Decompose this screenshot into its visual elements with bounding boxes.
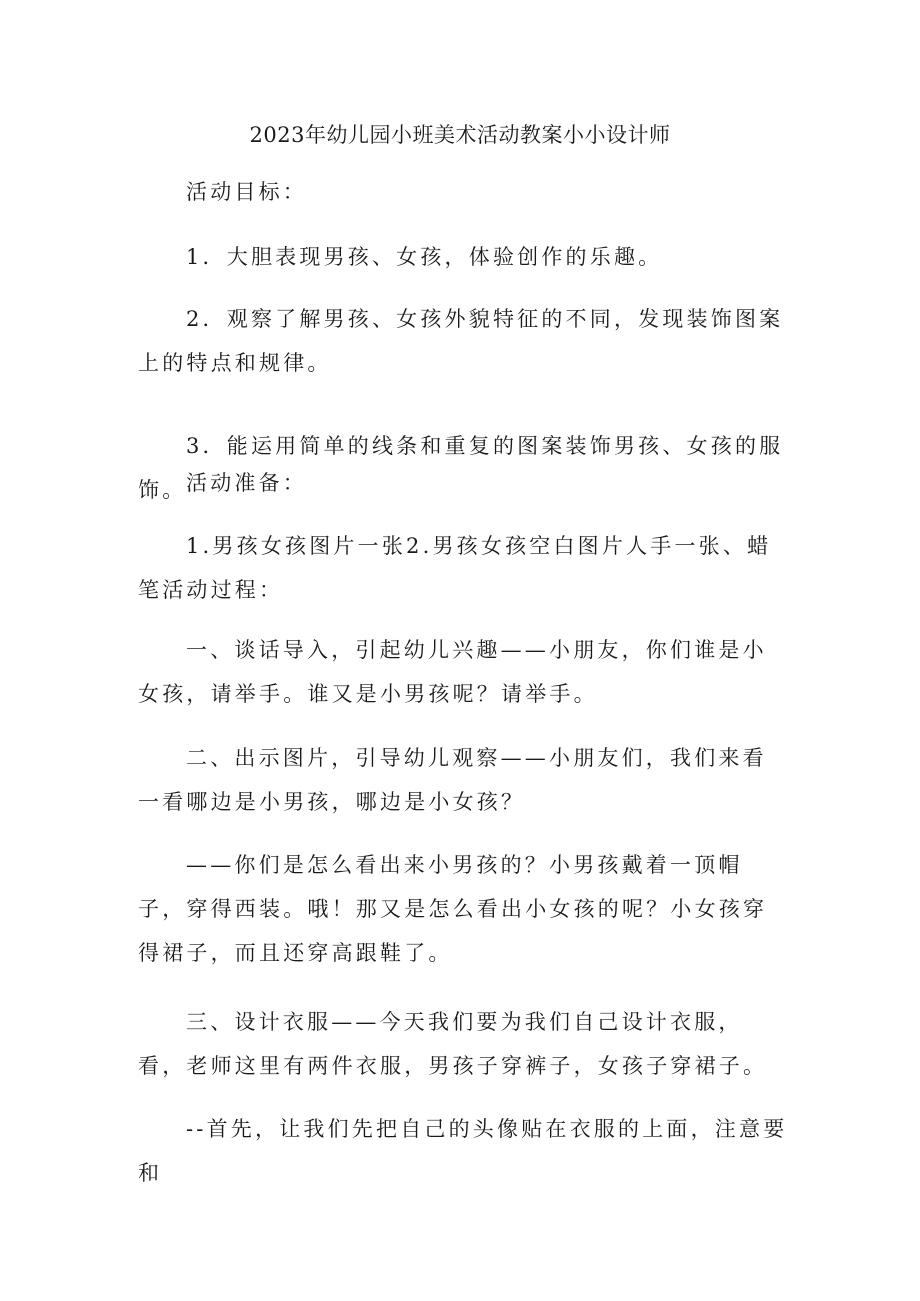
paragraph-prep-1: 1.男孩女孩图片一张2.男孩女孩空白图片人手一张、蜡笔活动过程：: [138, 534, 772, 602]
paragraph-step-1: 一、谈话导入，引起幼儿兴趣——小朋友，你们谁是小女孩，请举手。谁又是小男孩呢？请举手。: [138, 638, 767, 706]
paragraph-step-2-detail: ——你们是怎么看出来小男孩的？小男孩戴着一顶帽子，穿得西装。哦！那又是怎么看出小女孩的呢？小女孩穿得裙子，而且还穿高跟鞋了。: [138, 853, 768, 965]
paragraph-goals-heading: 活动目标：: [186, 180, 307, 204]
paragraph-goal-3: 3．能运用简单的线条和重复的图案装饰男孩、女孩的服饰。: [138, 434, 784, 502]
paragraph-goal-1: 1．大胆表现男孩、女孩，体验创作的乐趣。: [186, 245, 663, 269]
paragraph-step-2: 二、出示图片，引导幼儿观察——小朋友们，我们来看一看哪边是小男孩，哪边是小女孩？: [138, 746, 767, 814]
paragraph-goal-2: 2．观察了解男孩、女孩外貌特征的不同，发现装饰图案上的特点和规律。: [138, 307, 784, 375]
paragraph-step-3: 三、设计衣服——今天我们要为我们自己设计衣服，看，老师这里有两件衣服，男孩子穿裤子，女孩子穿裙子。: [138, 1010, 768, 1078]
document-title: 2023年幼儿园小班美术活动教案小小设计师: [249, 123, 671, 147]
paragraph-prep-heading: 活动准备：: [186, 471, 307, 495]
paragraph-step-3-detail: --首先，让我们先把自己的头像贴在衣服的上面，注意要和: [138, 1117, 788, 1185]
